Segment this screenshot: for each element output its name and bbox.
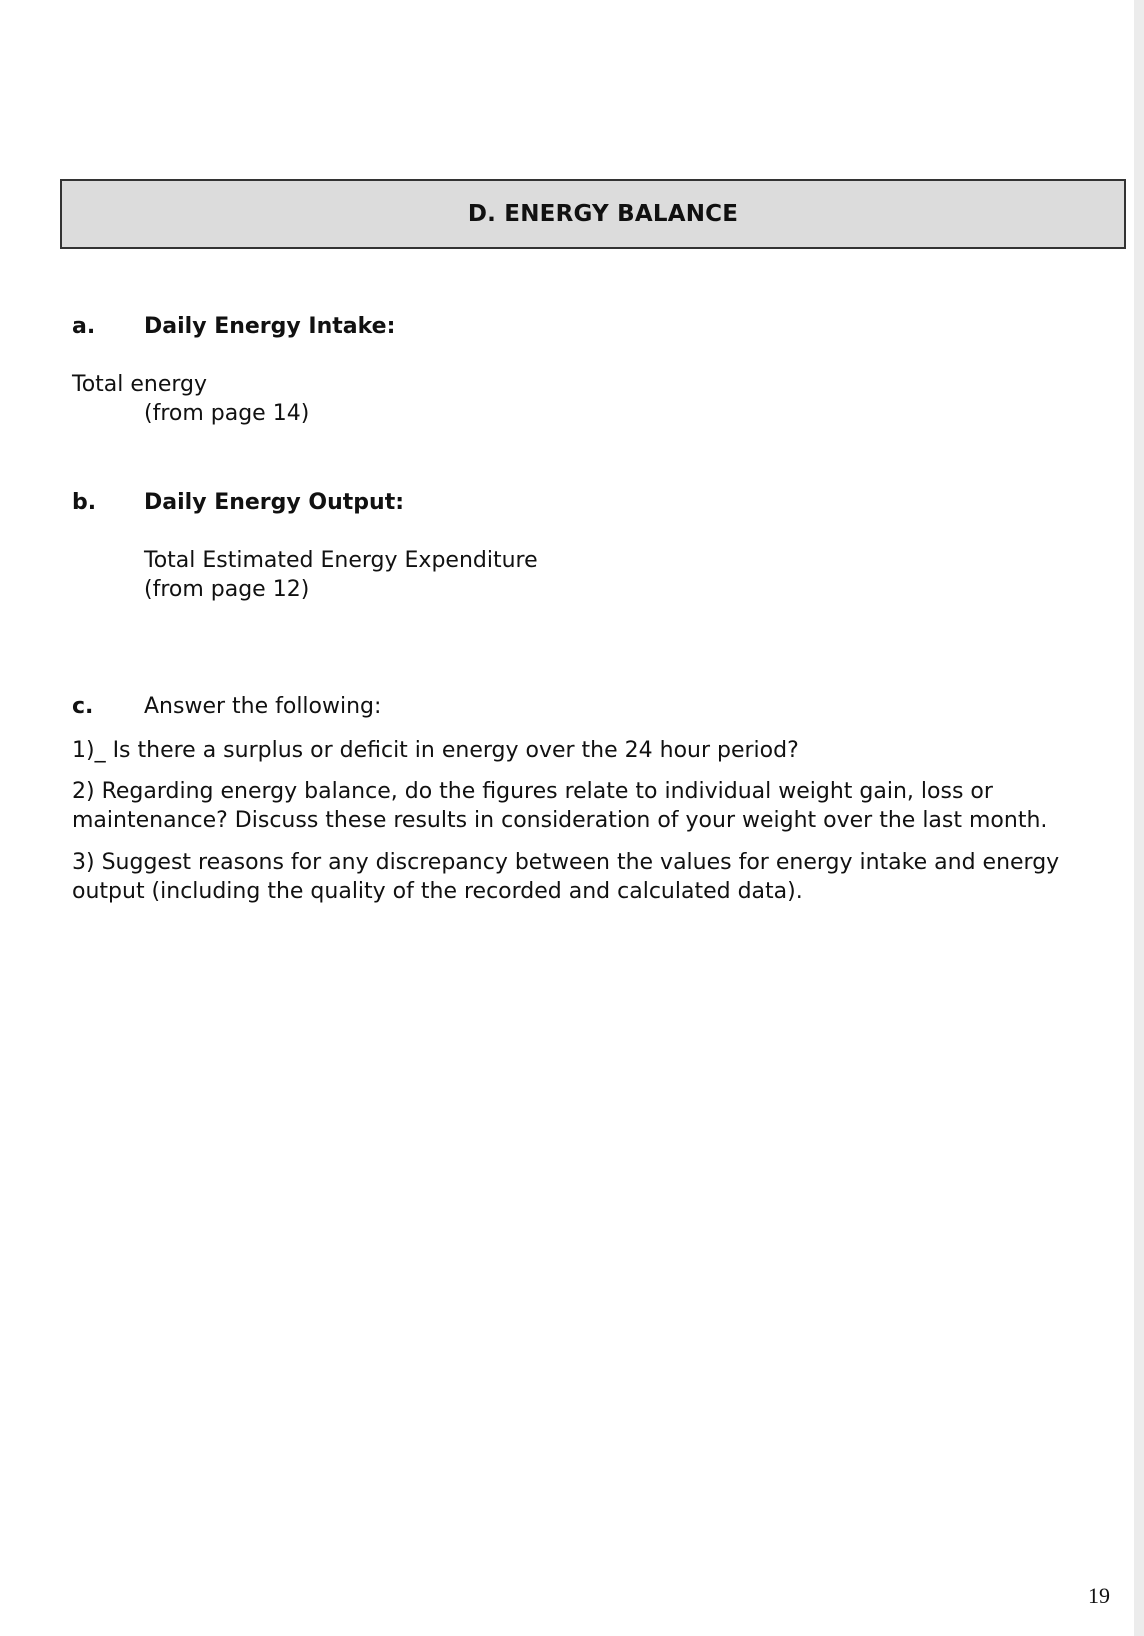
part-b-label-line2: (from page 12) bbox=[144, 577, 310, 602]
part-b-label-line1: Total Estimated Energy Expenditure bbox=[144, 548, 538, 573]
section-title: D. ENERGY BALANCE bbox=[467, 201, 739, 227]
part-b-marker: b. bbox=[72, 490, 97, 515]
part-c-marker: c. bbox=[72, 694, 94, 719]
part-a-label-line2: (from page 14) bbox=[144, 401, 310, 426]
part-a-label-line1: Total energy bbox=[72, 372, 208, 397]
question-3: 3) Suggest reasons for any discrepancy between the values for energy intake and energy output (including the quality of the recorded and calculated data). bbox=[72, 850, 1060, 904]
page-edge bbox=[1134, 0, 1144, 1636]
section-header-box bbox=[60, 179, 1126, 249]
part-a-marker: a. bbox=[72, 314, 96, 339]
part-a-heading: Daily Energy Intake: bbox=[144, 314, 396, 339]
part-b-heading: Daily Energy Output: bbox=[144, 490, 405, 515]
page-number: 19 bbox=[1088, 1583, 1110, 1608]
part-c-heading: Answer the following: bbox=[144, 694, 382, 719]
question-2: 2) Regarding energy balance, do the figures relate to individual weight gain, loss or maintenance? Discuss these results in consideration of your weight over the last month. bbox=[72, 779, 1048, 833]
question-1: 1)_ Is there a surplus or deficit in energy over the 24 hour period? bbox=[72, 738, 799, 763]
